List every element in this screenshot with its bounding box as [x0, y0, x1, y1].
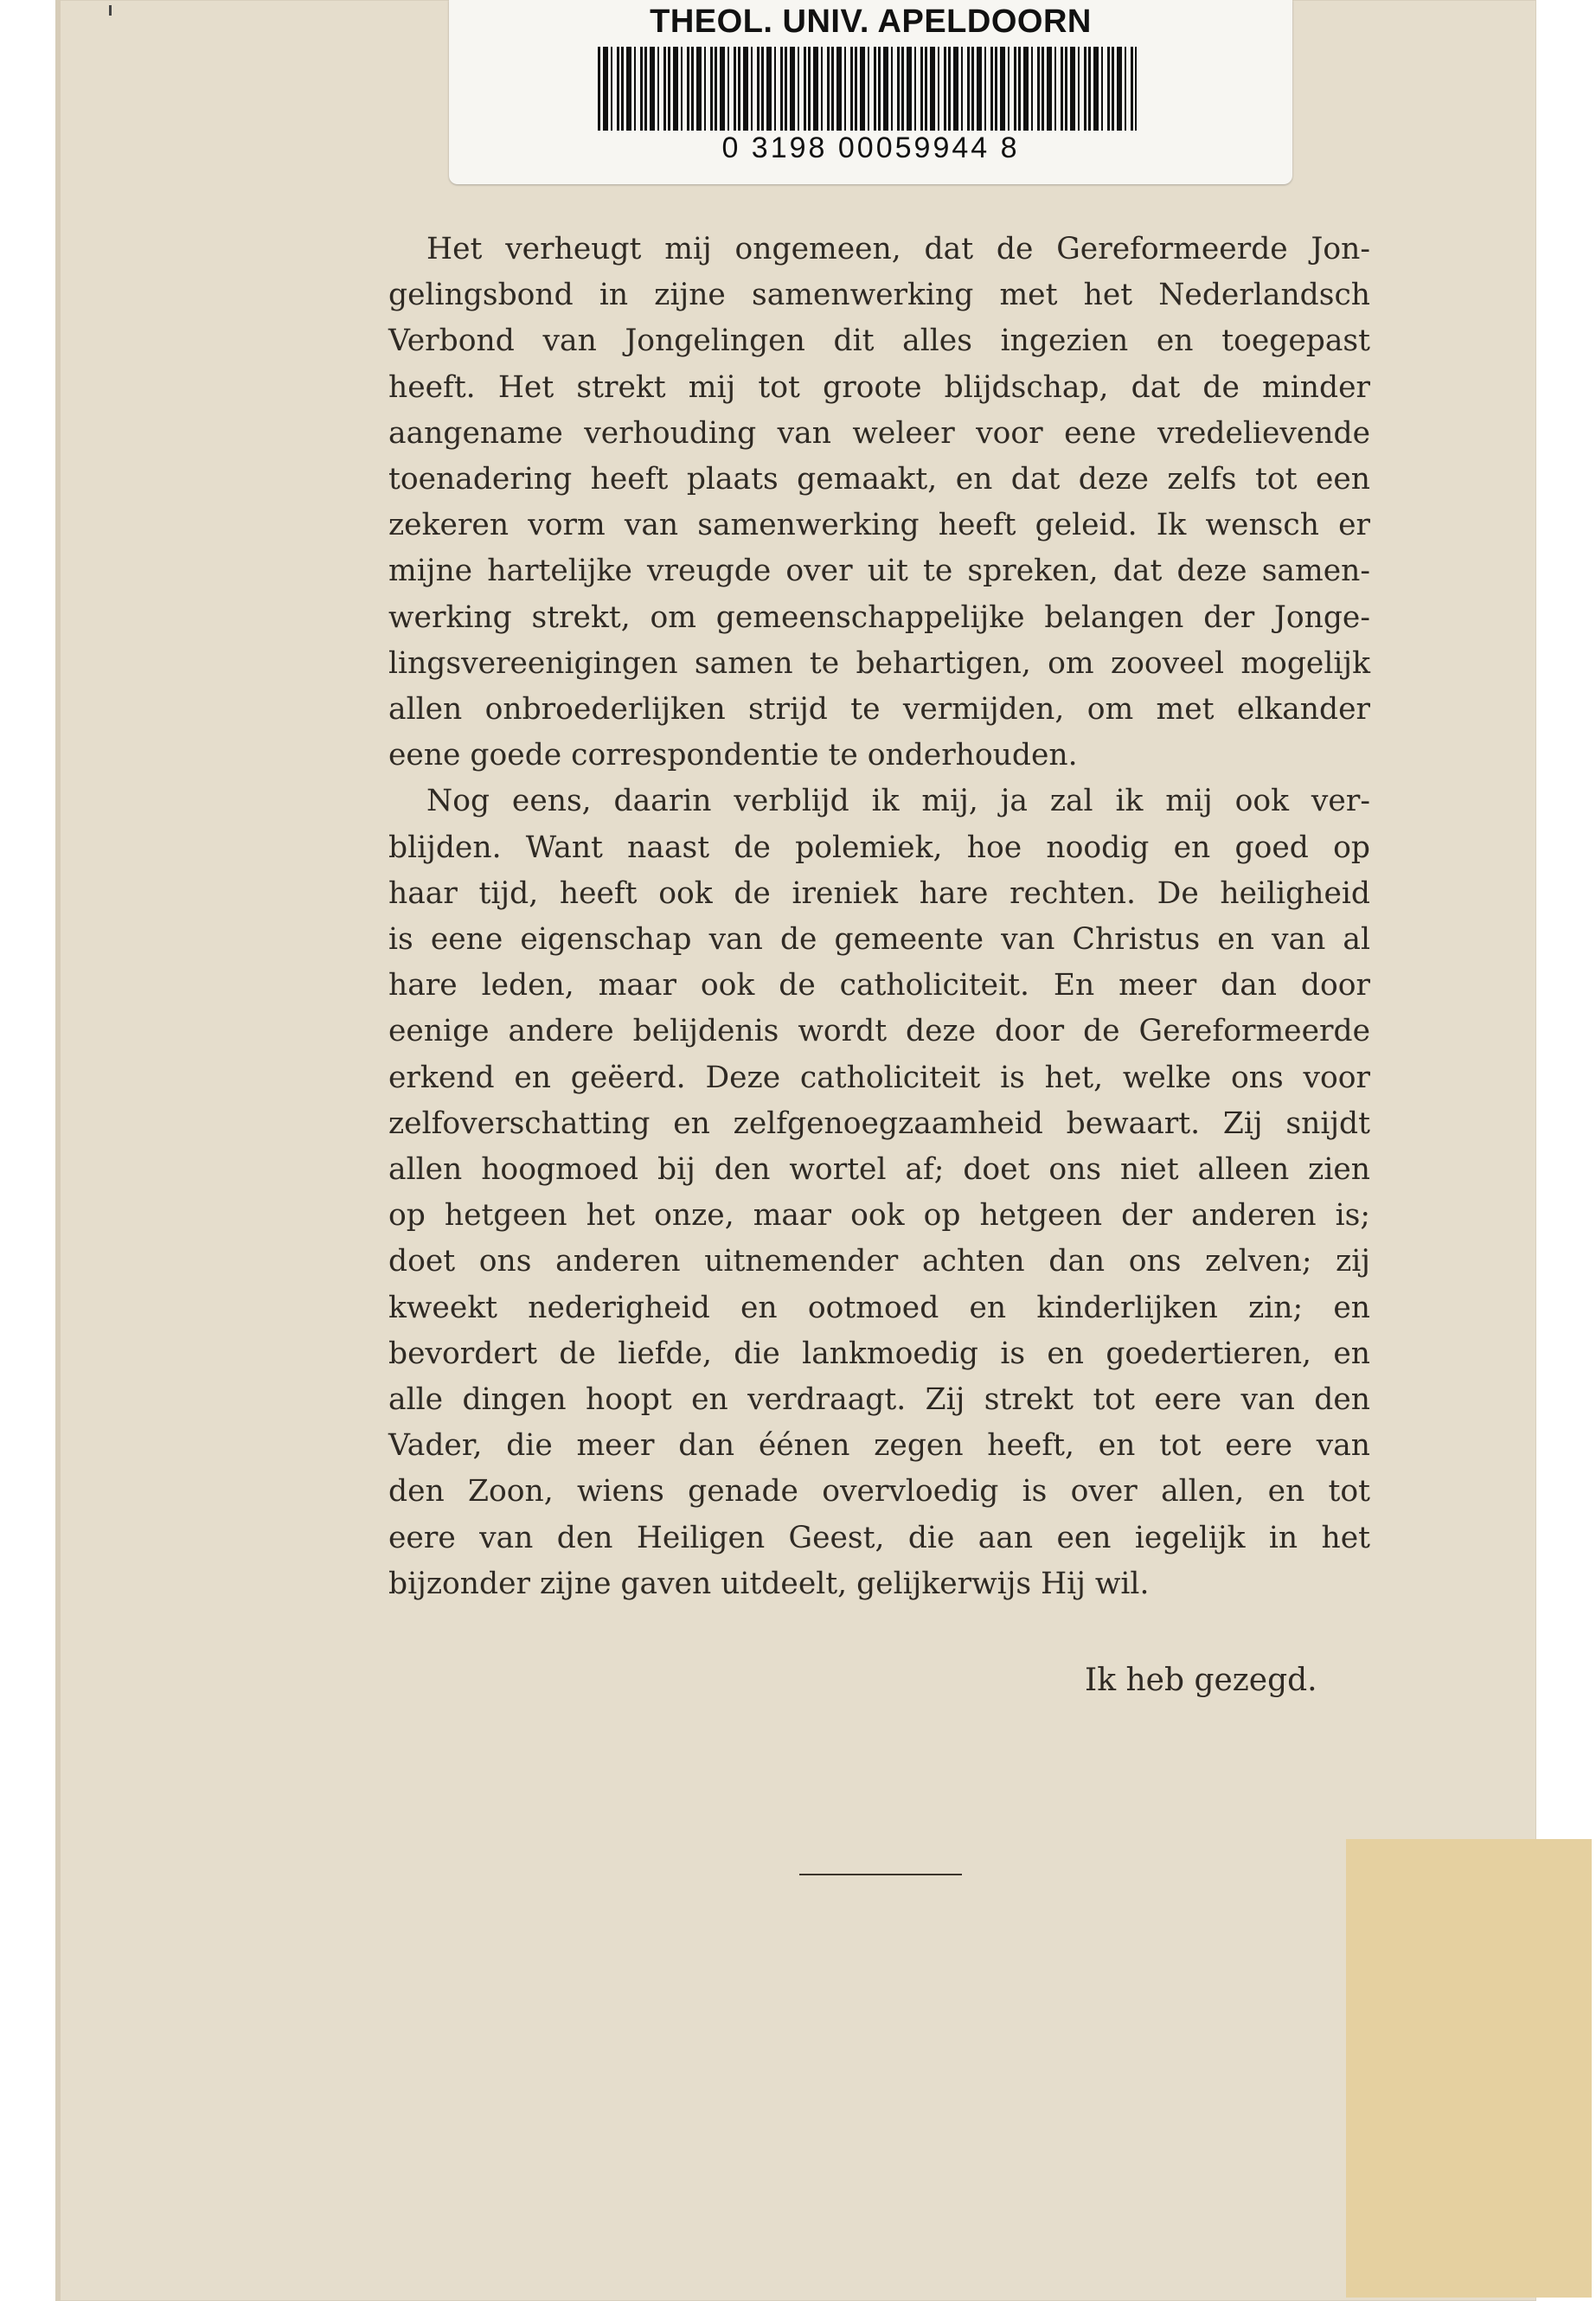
body-line: werking strekt, om gemeenschappelijke belangen der Jonge- — [388, 599, 1370, 635]
body-line: alle dingen hoopt en verdraagt. Zij strekt tot eere van den — [388, 1382, 1370, 1418]
body-line: Verbond van Jongelingen dit alles ingezien en toegepast — [388, 324, 1370, 359]
end-divider — [799, 1874, 962, 1875]
body-line: mijne hartelijke vreugde over uit te spreken, dat deze samen- — [388, 554, 1370, 589]
scan-corner-mark — [109, 5, 112, 16]
body-line: is eene eigenschap van de gemeente van Christus en van al — [388, 922, 1370, 958]
body-line: toenadering heeft plaats gemaakt, en dat deze zelfs tot een — [388, 462, 1370, 497]
body-line: bevordert de liefde, die lankmoedig is en goedertieren, en — [388, 1336, 1370, 1371]
body-line: Het verheugt mij ongemeen, dat de Gereformeerde Jon- — [426, 232, 1370, 266]
body-text — [388, 227, 1370, 1607]
body-line: allen hoogmoed bij den wortel af; doet ons niet alleen zien — [388, 1152, 1370, 1188]
barcode-image — [598, 47, 1137, 131]
tape-residue — [1346, 1839, 1592, 2298]
body-line: bijzonder zijne gaven uitdeelt, gelijkerwijs Hij wil. — [388, 1566, 1150, 1601]
body-line: zekeren vorm van samenwerking heeft geleid. Ik wensch er — [388, 508, 1370, 543]
library-barcode-label — [449, 0, 1292, 184]
body-line: erkend en geëerd. Deze catholiciteit is het, welke ons voor — [388, 1060, 1370, 1095]
body-line: doet ons anderen uitnemender achten dan ons zelven; zij — [388, 1244, 1370, 1279]
body-line: eenige andere belijdenis wordt deze door de Gereformeerde — [388, 1014, 1370, 1049]
body-line: aangename verhouding van weleer voor eene vredelievende — [388, 415, 1370, 451]
body-line: gelingsbond in zijne samenwerking met het Nederlandsch — [388, 278, 1370, 313]
body-line: lingsvereenigingen samen te behartigen, om zooveel mogelijk — [388, 645, 1370, 681]
body-line: eene goede correspondentie te onderhouden. — [388, 738, 1078, 773]
scanned-page — [55, 0, 1536, 2301]
body-line: kweekt nederigheid en ootmoed en kinderlijken zin; en — [388, 1290, 1370, 1325]
closing-remark: Ik heb gezegd. — [1085, 1663, 1317, 1698]
body-line: eere van den Heiligen Geest, die aan een iegelijk in het — [388, 1520, 1370, 1555]
body-line: Nog eens, daarin verblijd ik mij, ja zal ik mij ook ver- — [426, 784, 1370, 819]
body-line: Vader, die meer dan éénen zegen heeft, en tot eere van — [388, 1428, 1370, 1464]
body-line: heeft. Het strekt mij tot groote blijdschap, dat de minder — [388, 369, 1370, 405]
body-line: haar tijd, heeft ook de ireniek hare rechten. De heiligheid — [388, 875, 1370, 911]
body-line: hare leden, maar ook de catholiciteit. En meer dan door — [388, 968, 1370, 1003]
body-line: op hetgeen het onze, maar ook op hetgeen der anderen is; — [388, 1198, 1370, 1234]
body-line: blijden. Want naast de polemiek, hoe noodig en goed op — [388, 830, 1370, 865]
body-line: den Zoon, wiens genade overvloedig is over allen, en tot — [388, 1474, 1370, 1509]
page-edge-shadow — [55, 0, 61, 2301]
body-line: zelfoverschatting en zelfgenoegzaamheid bewaart. Zij snijdt — [388, 1106, 1370, 1141]
barcode-number: 0 3198 00059944 8 — [721, 131, 1020, 164]
library-label-title: THEOL. UNIV. APELDOORN — [650, 3, 1092, 40]
body-line: allen onbroederlijken strijd te vermijden, om met elkander — [388, 692, 1370, 727]
